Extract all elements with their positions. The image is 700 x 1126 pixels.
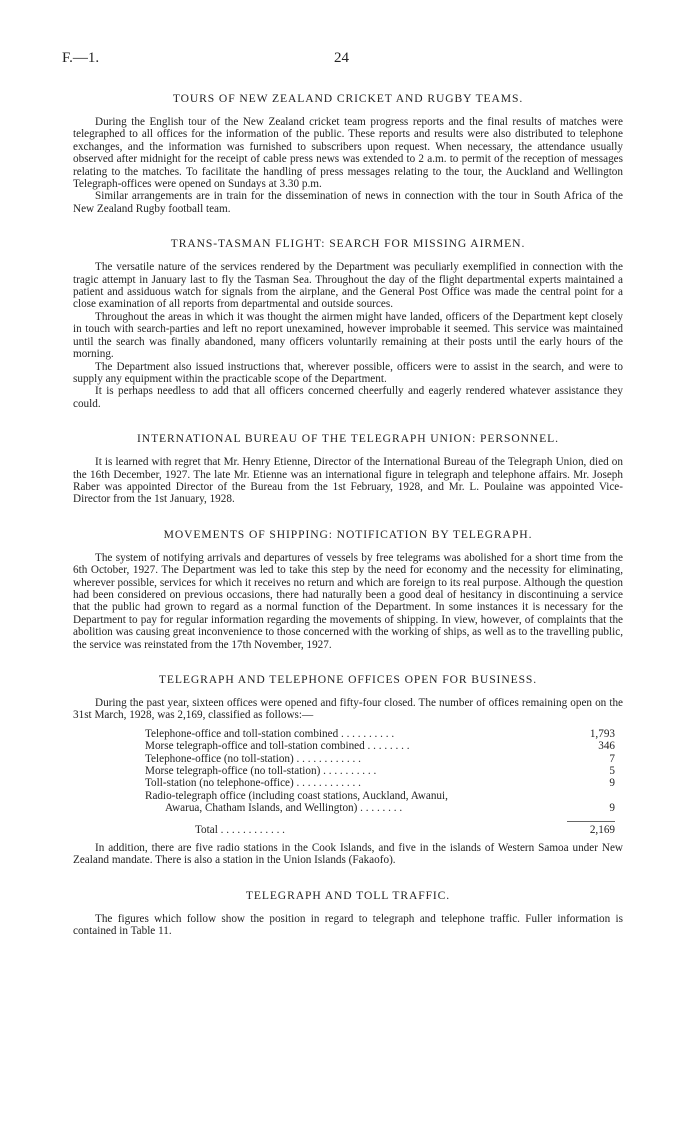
row-value: 346 [598,740,615,753]
row-value: 7 [609,752,615,765]
section-heading: MOVEMENTS OF SHIPPING: NOTIFICATION BY TELEGRAPH. [163,527,533,541]
section-international-bureau [73,432,623,506]
paragraph: It is learned with regret that Mr. Henry Etienne, Director of the International Bureau of the Telegraph Union, died on the 16th December, 1927. The late Mr. Etienne was an international figure in telegraph and telephone affairs. Mr. Joseph Raber was appointed Director of the Bureau from the 1st February, 1928, and Mr. L. Poulaine was appointed Vice-Director from the 1st January, 1928. [73,456,623,506]
row-label: Toll-station (no telephone-office) [145,777,294,790]
paragraph: Similar arrangements are in train for the dissemination of news in connection with the tour in South Africa of the New Zealand Rugby football team. [73,190,623,215]
paragraph: The versatile nature of the services rendered by the Department was peculiarly exemplified in connection with the tragic attempt in January last to fly the Tasman Sea. Throughout the day of the flight departmental experts maintained a patient and assiduous watch for signals from the airplane, and the General Post Office was made the central point for a close examination of all reports from departmental and outside sources. [73,261,623,311]
paragraph: Throughout the areas in which it was thought the airmen might have landed, officers of the Department kept closely in touch with search-parties and left no report unexamined, however improbable it seemed. This service was maintained until the search was finally abandoned, many officers voluntarily remaining at their posts until the early hours of the morning. [73,310,623,361]
table-row [145,777,615,789]
section-heading: TOURS OF NEW ZEALAND CRICKET AND RUGBY TEAMS. [172,92,524,105]
section-movements-of-shipping [73,528,623,651]
section-telegraph-toll-traffic [73,889,623,938]
leader-dots: . . . . . . . . [357,802,403,815]
leader-dots: . . . . . . . . . . . . [293,777,361,790]
total-row [145,824,615,836]
leader-dots: . . . . . . . . . . [338,727,395,740]
total-value: 2,169 [589,823,615,836]
leader-dots: . . . . . . . . . . . . [293,752,361,765]
paragraph: The figures which follow show the position in regard to telegraph and telephone traffic. Fuller information is contained in Table 11. [73,912,623,938]
row-value: 1,793 [589,727,615,740]
leader-dots: . . . . . . . . . . . . [217,823,285,836]
table-row [145,740,615,752]
row-label: Radio-telegraph office (including coast stations, Auckland, Awanui, [145,789,448,802]
document-reference: F.—1. [62,50,100,66]
paragraph: The system of notifying arrivals and departures of vessels by free telegrams was abolished for a short time from the 6th October, 1927. The Department was led to take this step by the need for economy and the necessity for eliminating, wherever possible, services for which it receives no return and which are foreign to its real purpose. Although the question had been considered on previous occasions, there had naturally been a good deal of hesitancy in discontinuing a service that the public had grown to regard as a normal function of the Department. In some instances it is necessary for the Department to pay for regular information regarding the movements of shipping. In view, however, of complaints that the abolition was causing great inconvenience to those concerned with the working of ships, as well as to the travelling public, the service was reinstated from the 17th November, 1927. [73,551,623,651]
paragraph: In addition, there are five radio stations in the Cook Islands, and five in the islands of Western Samoa under New Zealand mandate. There is also a station in the Union Islands (Fakaofo). [73,842,623,867]
table-row [145,728,615,740]
table-row [145,790,615,802]
section-offices-open [73,673,623,867]
table-row [145,753,615,765]
row-label: Awarua, Chatham Islands, and Wellington) [165,802,358,815]
paragraph: The Department also issued instructions that, wherever possible, officers were to assist in the search, and were to supply any equipment within the practicable scope of the Department. [73,360,623,385]
section-heading: TELEGRAPH AND TOLL TRAFFIC. [245,888,451,902]
paragraph: It is perhaps needless to add that all officers concerned cheerfully and eagerly rendered whatever assistance they could. [73,385,623,410]
row-value: 5 [609,765,615,778]
section-heading: TELEGRAPH AND TELEPHONE OFFICES OPEN FOR BUSINESS. [158,673,538,686]
section-heading: INTERNATIONAL BUREAU OF THE TELEGRAPH UNION: PERSONNEL. [137,432,559,446]
leader-dots: . . . . . . . . . . [320,765,377,778]
table-row [145,802,615,814]
row-value: 9 [609,802,615,815]
total-rule [567,821,615,822]
page-header [62,50,628,70]
paragraph: During the past year, sixteen offices were opened and fifty-four closed. The number of offices remaining open on the 31st March, 1928, was 2,169, classified as follows:— [73,697,623,722]
section-tours [73,92,623,215]
total-label: Total [195,823,218,836]
section-heading: TRANS-TASMAN FLIGHT: SEARCH FOR MISSING AIRMEN. [170,237,526,251]
section-trans-tasman-flight [73,237,623,410]
page-number: 24 [334,50,349,66]
row-label: Telephone-office and toll-station combined [145,727,339,740]
row-label: Telephone-office (no toll-station) [145,752,294,765]
row-label: Morse telegraph-office (no toll-station) [145,765,321,778]
row-value: 9 [609,777,615,790]
row-label: Morse telegraph-office and toll-station combined [145,740,365,753]
office-classification-table [145,728,615,836]
paragraph: During the English tour of the New Zealand cricket team progress reports and the final results of matches were telegraphed to all offices for the information of the public. These reports and results were also distributed to telephone exchanges, and the information was furnished to subscribers upon request. When necessary, the attendance usually observed after midnight for the receipt of cable press news was extended to 2 a.m. to permit of the reception of messages relating to the matches. To facilitate the handling of press messages relating to the tour, the Auckland and Wellington Telegraph-offices were opened on Sundays at 3.30 p.m. [73,116,623,191]
table-row [145,765,615,777]
leader-dots: . . . . . . . . [364,740,410,753]
page-content [73,92,623,938]
